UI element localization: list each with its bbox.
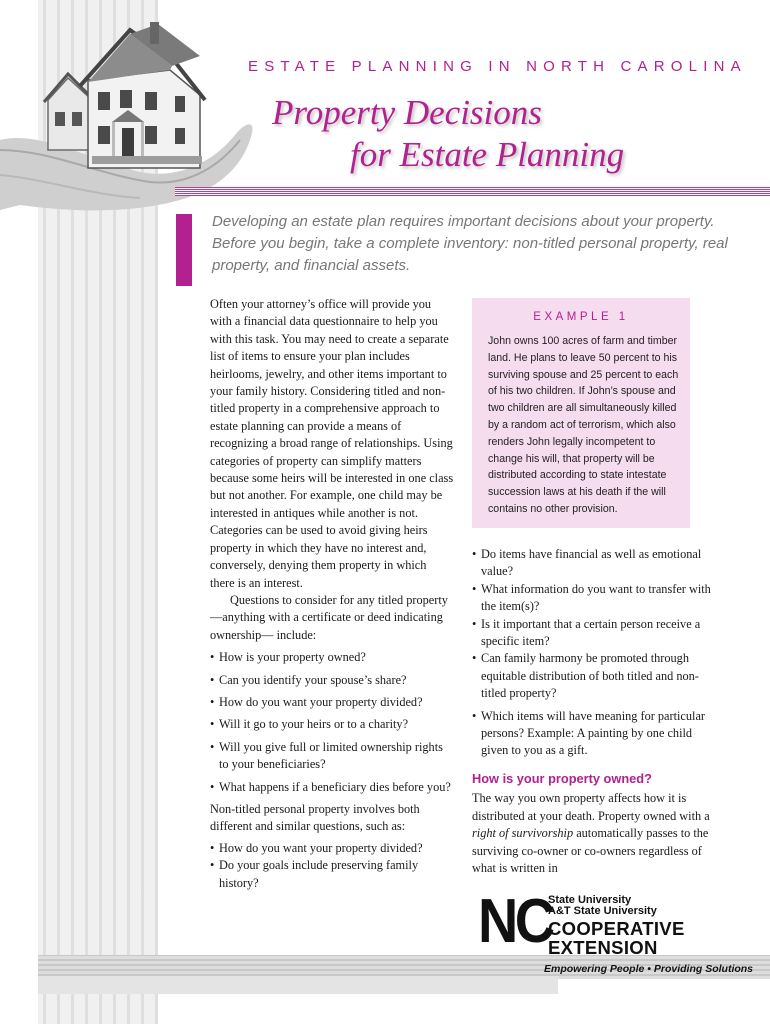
ownership-text-2: automatically passes to the surviving co-owner or co-owners regardless of what is written in — [472, 826, 709, 875]
list-item: • Do your goals include preserving family history? — [210, 857, 454, 892]
example-box — [472, 298, 690, 528]
intro-text: Developing an estate plan requires important decisions about your property. Before you begin, take a complete inventory: non-titled personal property, real property, and financial assets. — [212, 213, 728, 274]
list-item: • Do items have financial as well as emotional value? — [472, 546, 717, 581]
list-item: • Is it important that a certain person receive a specific item? — [472, 616, 717, 651]
section-heading: How is your property owned? — [472, 770, 652, 786]
list-item: • How do you want your property divided? — [210, 694, 454, 711]
ownership-text-1: The way you own property affects how it is distributed at your death. Property owned with a — [472, 791, 710, 823]
intro-accent-bar — [176, 214, 192, 286]
list-item: • Can family harmony be promoted through equitable distribution of both titled and non-titled property? — [472, 650, 717, 702]
logo-university-1: State University — [548, 894, 632, 906]
logo-tagline: Empowering People • Providing Solutions — [544, 963, 754, 975]
titled-questions-list — [210, 649, 454, 796]
example-body: John owns 100 acres of farm and timber land. He plans to leave 50 percent to his surviving spouse and 25 percent to each of his two children. If John’s spouse and two children are all simultaneously killed by a random act of terrorism, which also renders John legally incompetent to change his will, that property will be distributed according to state intestate succession laws at his death if the will contains no other provision. — [488, 335, 679, 515]
list-item: • Will it go to your heirs or to a charity? — [210, 716, 454, 733]
title-divider — [175, 187, 770, 196]
right-questions-list — [472, 546, 717, 760]
ownership-paragraph — [472, 790, 717, 877]
logo-program-line-1: COOPERATIVE — [548, 918, 685, 939]
logo-program-line-2: EXTENSION — [548, 937, 658, 958]
left-column — [210, 296, 454, 892]
list-item: • Which items will have meaning for particular persons? Example: A painting by one child given to you as a gift. — [472, 708, 717, 760]
left-paragraph-1: Often your attorney’s office will provide you with a financial data questionnaire to help you with this task. You may need to create a separate list of items to ensure your plan includes heirlooms, jewelry, and other items important to your family history. Considering titled and non-titled property in a comprehensive approach to estate planning can provide a means of recognizing a broad range of relationships. Using categories of property can simplify matters because some heirs will be interested in one class but not another. For example, one child may be interested in antiques while another is not. Categories can be used to avoid giving heirs property in which they have no interest and, conversely, denying them property in which there is an interest. — [210, 297, 454, 590]
ownership-text-italic: right of survivorship — [472, 826, 574, 841]
list-item: • How is your property owned? — [210, 649, 454, 666]
series-kicker: ESTATE PLANNING IN NORTH CAROLINA — [248, 58, 747, 75]
title-line-2: for Estate Planning — [350, 135, 625, 174]
cooperative-extension-logo — [478, 887, 754, 983]
logo-mark: NC — [478, 887, 552, 956]
example-heading: EXAMPLE 1 — [533, 311, 629, 323]
right-column — [472, 546, 717, 877]
logo-university-2: A&T State University — [548, 905, 657, 917]
list-item: • Will you give full or limited ownership rights to your beneficiaries? — [210, 739, 454, 774]
logo-universities — [548, 895, 657, 917]
page-title — [272, 92, 624, 176]
logo-program — [548, 919, 685, 957]
list-item: • What happens if a beneficiary dies before you? — [210, 779, 454, 796]
list-item: • How do you want your property divided? — [210, 840, 454, 857]
nontitled-questions-list — [210, 840, 454, 892]
left-paragraph-2: Questions to consider for any titled property—anything with a certificate or deed indicating ownership— include: — [210, 592, 448, 642]
list-item: • Can you identify your spouse’s share? — [210, 672, 454, 689]
list-item: • What information do you want to transfer with the item(s)? — [472, 581, 717, 616]
title-line-1: Property Decisions — [272, 93, 542, 132]
left-paragraph-3: Non-titled personal property involves both different and similar questions, such as: — [210, 801, 420, 834]
